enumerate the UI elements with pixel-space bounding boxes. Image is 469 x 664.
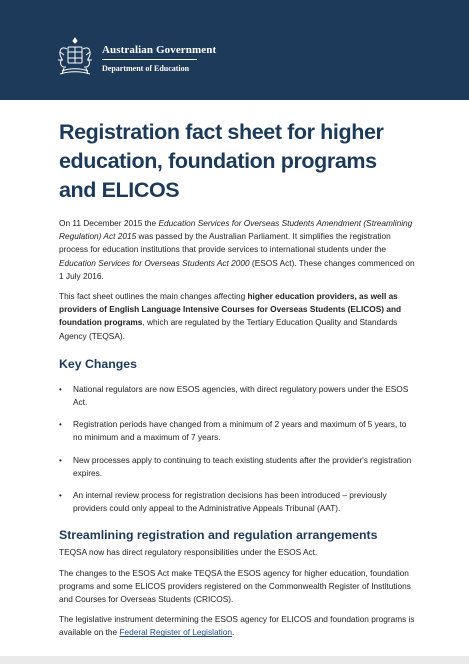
intro-text: On 11 December 2015 the	[59, 218, 159, 228]
coat-of-arms-icon	[54, 35, 96, 79]
page-title: Registration fact sheet for higher education, foundation programs and ELICOS	[59, 120, 384, 202]
scope-bold-text: higher education providers, as well as providers of English Language Intensive Courses for Overseas Students (ELICOS) and foundation programs	[59, 291, 402, 328]
act-name-italic: Education Services for Overseas Students Act 2000	[59, 257, 250, 268]
streamlining-paragraph: The changes to the ESOS Act make TEQSA the ESOS agency for higher education, foundation programs and some ELICOS providers registered on the Commonwealth Register of Institutions and Courses for Overseas Students (CRICOS).	[59, 567, 411, 605]
bullet-icon: •	[59, 491, 62, 501]
list-item	[59, 418, 417, 444]
act-name-italic: Education Services for Overseas Students Amendment (Streamlining Regulation) Act 2015	[59, 218, 413, 242]
logo-divider	[102, 59, 197, 60]
list-item-text: National regulators are now ESOS agencies, with direct regulatory powers under the ESOS Act.	[73, 383, 409, 408]
list-item-text: An internal review process for registration decisions has been introduced – previously providers could only appeal to the Administrative Appeals Tribunal (AAT).	[73, 490, 387, 514]
scope-text: , which are regulated by the Tertiary Education Quality and Standards Agency (TEQSA).	[59, 317, 398, 341]
legislation-text: .	[231, 627, 235, 638]
government-name: Australian Government	[102, 44, 217, 56]
document-body	[59, 118, 417, 640]
page-bottom-edge	[0, 656, 469, 664]
legislation-paragraph	[59, 613, 417, 639]
bullet-icon: •	[59, 455, 62, 465]
key-changes-list	[59, 383, 417, 516]
intro-paragraph	[59, 217, 417, 283]
department-name: Department of Education	[102, 64, 190, 73]
list-item-text: Registration periods have changed from a minimum of 2 years and maximum of 5 years, to no minimum and a maximum of 7 years.	[73, 419, 407, 443]
scope-text: This fact sheet outlines the main changes affecting	[59, 291, 248, 302]
intro-text: was passed by the Australian Parliament. It simplifies the registration process for education institutions that provide services to international students under the	[59, 231, 391, 255]
legislation-text: The legislative instrument determining the ESOS agency for ELICOS and foundation programs is available on the	[59, 614, 415, 638]
streamlining-heading: Streamlining registration and regulation arrangements	[59, 528, 378, 543]
intro-text: (ESOS Act). These changes commenced on 1 July 2016.	[59, 257, 415, 281]
list-item	[59, 454, 417, 480]
streamlining-paragraph: TEQSA now has direct regulatory responsibilities under the ESOS Act.	[59, 547, 318, 558]
header-banner	[0, 0, 469, 100]
bullet-icon: •	[59, 420, 62, 430]
federal-register-link[interactable]: Federal Register of Legislation	[119, 627, 232, 638]
list-item	[59, 383, 417, 409]
scope-paragraph	[59, 290, 417, 343]
bullet-icon: •	[59, 384, 62, 394]
list-item-text: New processes apply to continuing to teach existing students after the provider's registration expires.	[73, 454, 412, 478]
key-changes-heading: Key Changes	[59, 356, 137, 371]
list-item	[59, 489, 417, 515]
